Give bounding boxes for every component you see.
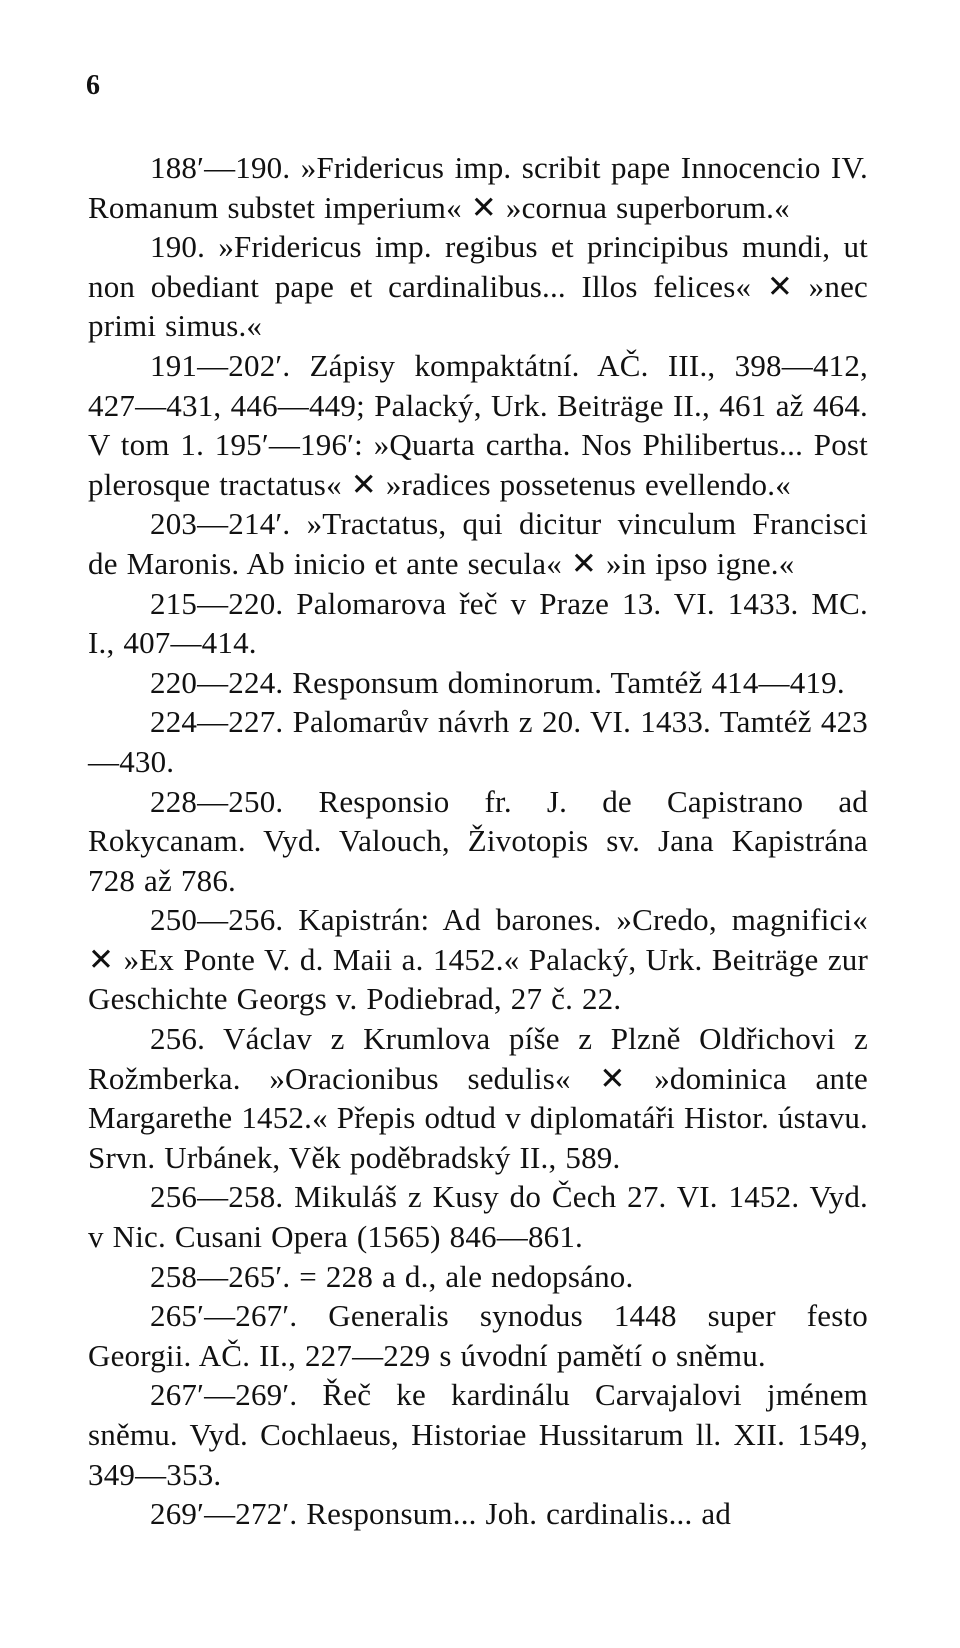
entry-220-224: 220—224. Responsum dominorum. Tamtéž 414—419. [150,664,845,700]
entry-190: 190. »Fridericus imp. regibus et principibus mundi, ut non obediant pape et cardinalibus... Illos felices« ✕ »nec primi simus.« [88,229,868,344]
entry-215-220: 215—220. Palomarova řeč v Praze 13. VI. 1433. MC. I., 407—414. [88,585,868,661]
entry-188-190: 188′—190. »Fridericus imp. scribit pape Innocencio IV. Romanum substet imperium« ✕ »cornua superborum.« [88,150,868,225]
entry-258-265: 258—265′. = 228 a d., ale nedopsáno. [150,1258,634,1294]
entry-256: 256. Václav z Krumlova píše z Plzně Oldřichovi z Rožmberka. »Oracionibus sedulis« ✕ »dominica ante Margarethe 1452.« Přepis odtud v diplomatáři Histor. ústavu. Srvn. Urbánek, Věk poděbradský II., 589. [88,1021,868,1175]
page-body-text [88,148,868,1534]
entry-203-214: 203—214′. »Tractatus, qui dicitur vinculum Francisci de Maronis. Ab inicio et ante secula« ✕ »in ipso igne.« [88,506,868,581]
entry-224-227: 224—227. Palomarův návrh z 20. VI. 1433. Tamtéž 423—430. [88,704,868,779]
entry-256-258: 256—258. Mikuláš z Kusy do Čech 27. VI. 1452. Vyd. v Nic. Cusani Opera (1565) 846—861. [88,1179,868,1255]
entry-269-272: 269′—272′. Responsum... Joh. cardinalis... ad [150,1496,732,1532]
entry-265-267: 265′—267′. Generalis synodus 1448 super festo Georgii. AČ. II., 227—229 s úvodní pamětí o sněmu. [88,1298,868,1373]
entry-191-202: 191—202′. Zápisy kompaktátní. AČ. III., 398—412, 427—431, 446—449; Palacký, Urk. Beiträge II., 461 až 464. V tom 1. 195′—196′: »Quarta cartha. Nos Philibertus... Post plerosque tractatus« ✕ »radices possetenus evellendo.« [88,347,868,502]
entry-250-256: 250—256. Kapistrán: Ad barones. »Credo, magnifici« ✕ »Ex Ponte V. d. Maii a. 1452.« Palacký, Urk. Beiträge zur Geschichte Georgs v. Podiebrad, 27 č. 22. [88,902,868,1017]
entry-228-250: 228—250. Responsio fr. J. de Capistrano ad Rokycanam. Vyd. Valouch, Životopis sv. Jana Kapistrána 728 až 786. [88,783,868,898]
page-number: 6 [86,70,100,101]
entry-267-269: 267′—269′. Řeč ke kardinálu Carvajalovi jménem sněmu. Vyd. Cochlaeus, Historiae Hussitarum ll. XII. 1549, 349—353. [88,1377,868,1492]
